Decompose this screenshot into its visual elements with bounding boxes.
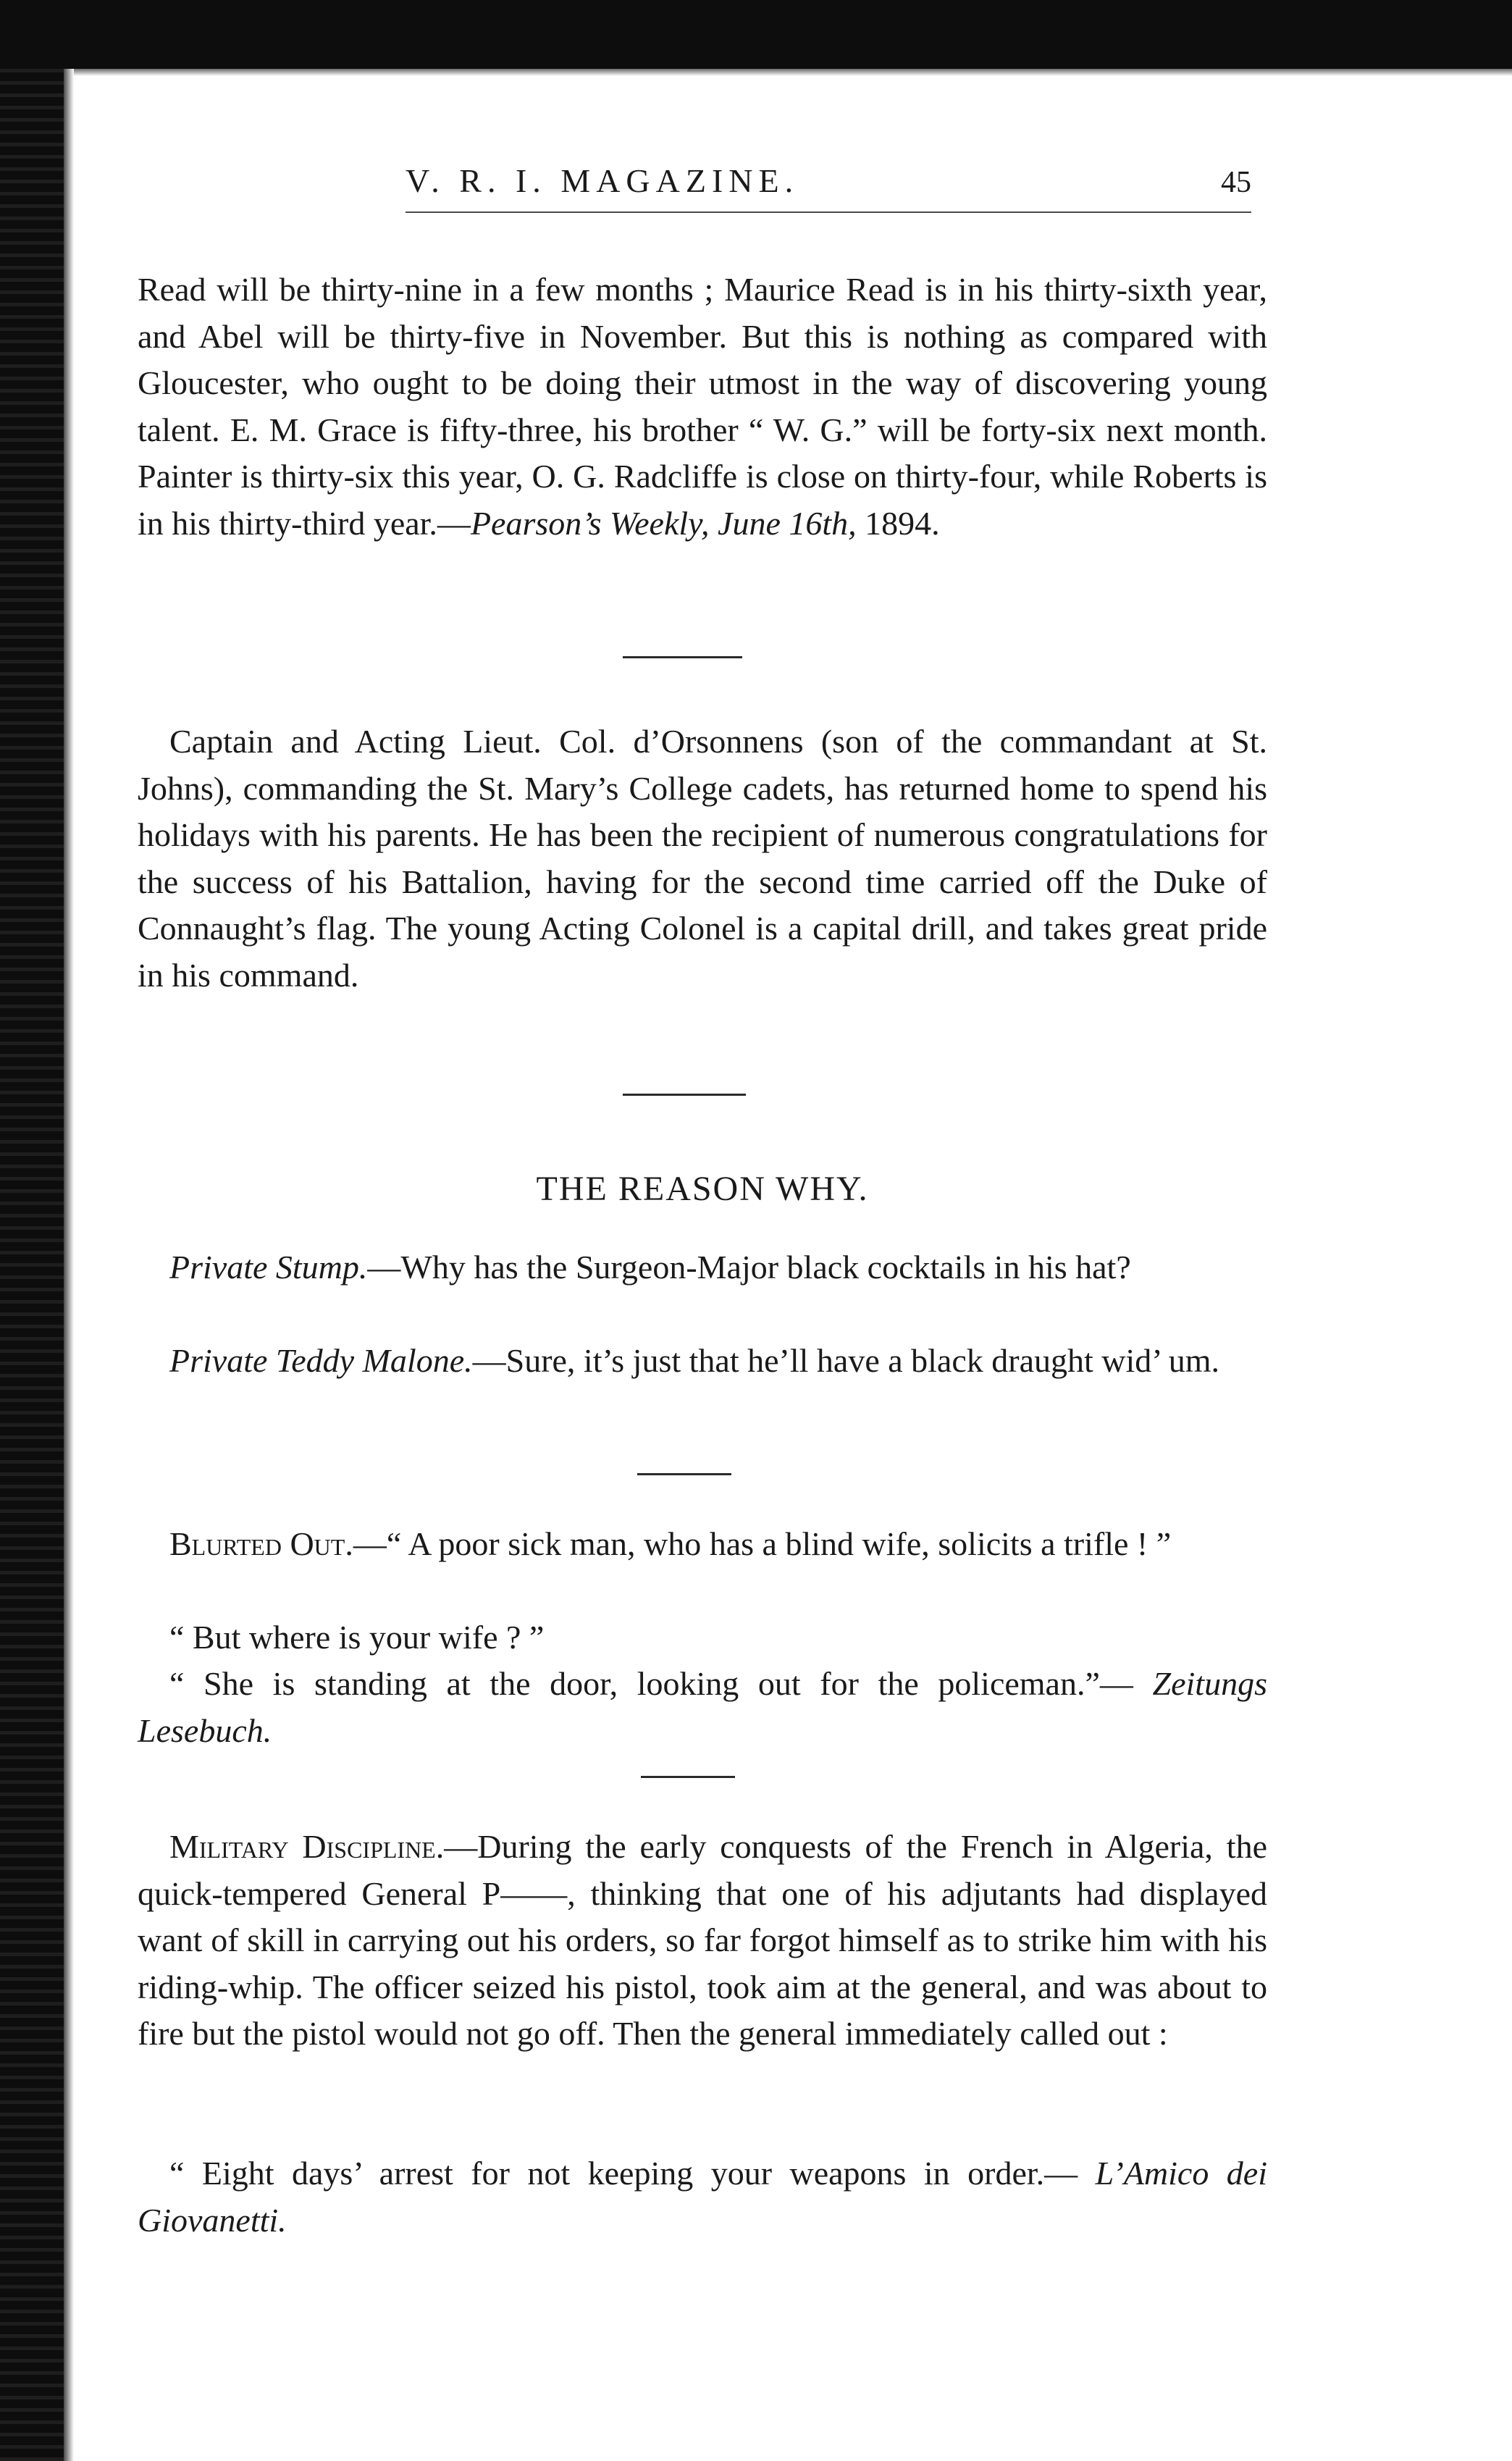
- speaker-private-stump: Private Stump.: [169, 1249, 368, 1286]
- cricket-source-year: 1894.: [856, 504, 940, 542]
- separator-rule-2: [623, 1094, 746, 1096]
- blurted-line-2: “ But where is your wife ? ”: [169, 1619, 545, 1656]
- running-head-title: V. R. I. MAGAZINE.: [406, 162, 799, 199]
- military-quote: [138, 2150, 1267, 2244]
- scan-top-shadow: [58, 69, 1512, 76]
- blurted-answer: [138, 1661, 1267, 1754]
- blurted-heading: Blurted Out.: [169, 1525, 353, 1562]
- military-heading: Military Discipline.: [169, 1828, 445, 1865]
- page-number: 45: [1221, 166, 1251, 199]
- reason-why-question: —Why has the Surgeon-Major black cocktails in his hat?: [367, 1249, 1131, 1286]
- separator-rule-1: [623, 656, 742, 658]
- blurted-line-1: —“ A poor sick man, who has a blind wife, solicits a trifle ! ”: [353, 1525, 1172, 1562]
- cricket-source: Pearson’s Weekly, June 16th,: [470, 504, 857, 542]
- section-title-reason-why: THE REASON WHY.: [536, 1170, 869, 1208]
- military-quote-text: “ Eight days’ arrest for not keeping your weapons in order.—: [169, 2155, 1078, 2192]
- military-paragraph: [138, 1824, 1267, 2058]
- scan-left-shadow: [64, 69, 74, 2461]
- separator-rule-4: [641, 1776, 735, 1778]
- military-source: L’Amico dei Giovanetti.: [138, 2155, 1267, 2239]
- separator-rule-3: [637, 1473, 731, 1475]
- blurted-line-3: “ She is standing at the door, looking out for the policeman.”—: [169, 1665, 1133, 1702]
- blurted-source: Zeitungs Lesebuch.: [138, 1665, 1267, 1749]
- cricket-paragraph: [138, 267, 1267, 547]
- reason-why-line-2: [138, 1338, 1267, 1385]
- scan-top-border: [0, 0, 1512, 69]
- reason-why-answer: —Sure, it’s just that he’ll have a black draught wid’ um.: [472, 1342, 1219, 1379]
- reason-why-line-1: [138, 1244, 1267, 1291]
- speaker-teddy-malone: Private Teddy Malone.: [169, 1342, 473, 1379]
- cadets-paragraph: [138, 718, 1267, 999]
- header-rule: [406, 211, 1251, 213]
- cadets-paragraph-text: Captain and Acting Lieut. Col. d’Orsonnens (son of the commandant at St. Johns), commanding the St. Mary’s College cadets, has returned home to spend his holidays with his parents. He has been the recipient of numerous congratulations for the success of his Battalion, having for the second time carried off the Duke of Connaught’s flag. The young Acting Colonel is a capital drill, and takes great pride in his command.: [138, 723, 1267, 994]
- cricket-paragraph-text: Read will be thirty-nine in a few months ; Maurice Read is in his thirty-sixth year, and Abel will be thirty-five in November. But this is nothing as compared with Gloucester, who ought to be doing their utmost in the way of discovering young talent. E. M. Grace is fifty-three, his brother “ W. G.” will be forty-six next month. Painter is thirty-six this year, O. G. Radcliffe is close on thirty-four, while Roberts is in his thirty-third year.—: [138, 271, 1267, 542]
- scan-left-texture: [0, 69, 64, 2461]
- military-paragraph-text: —During the early conquests of the French in Algeria, the quick-tempered General P——, thinking that one of his adjutants had displayed want of skill in carrying out his orders, so far forgot himself as to strike him with his riding-whip. The officer seized his pistol, took aim at the general, and was about to fire but the pistol would not go off. Then the general immediately called out :: [138, 1828, 1267, 2052]
- blurted-paragraph: [138, 1521, 1267, 1568]
- blurted-question: [138, 1614, 1267, 1661]
